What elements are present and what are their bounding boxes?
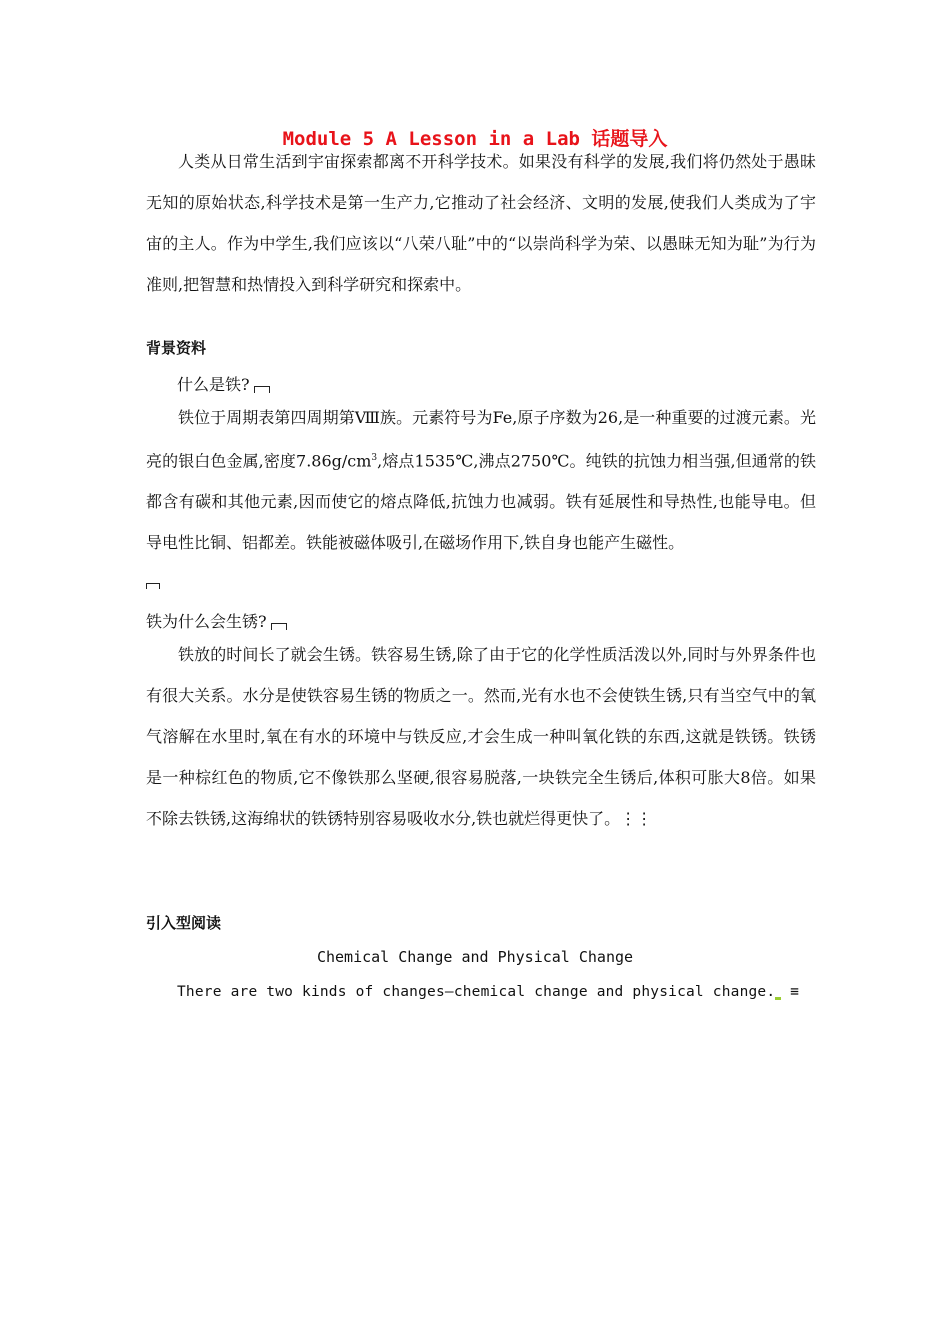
iron-description-part1: 铁位于周期表第四周期第Ⅷ族。元素符号为Fe,原子序数为26,是一种重要的过渡元素。光亮的银白色金属,密度7.86g/cm <box>146 408 816 471</box>
question-why-rust <box>146 609 287 632</box>
background-heading: 背景资料 <box>146 339 207 357</box>
rust-explanation-paragraph <box>146 634 816 839</box>
page-title: Module 5 A Lesson in a Lab 话题导入 <box>282 128 668 150</box>
reading-first-line <box>177 984 799 1000</box>
intro-text: 人类从日常生活到宇宙探索都离不开科学技术。如果没有科学的发展,我们将仍然处于愚昧无知的原始状态,科学技术是第一生产力,它推动了社会经济、文明的发展,使我们人类成为了宇宙的主人。作为中学生,我们应该以“八荣八耻”中的“以崇尚科学为荣、以愚昧无知为耻”为行为准则,把智慧和热情投入到科学研究和探索中。 <box>146 152 816 294</box>
annotation-mark-icon <box>775 997 781 1000</box>
question-1-text: 什么是铁? <box>177 375 250 394</box>
reading-first-line-text: There are two kinds of changes—chemical change and physical change. <box>177 984 776 1000</box>
bracket-mark-icon <box>146 583 160 589</box>
iron-description-part2: ,熔点1535℃,沸点2750℃。纯铁的抗蚀力相当强,但通常的铁都含有碳和其他元素,因而使它的熔点降低,抗蚀力也减弱。铁有延展性和导热性,也能导电。但导电性比铜、铝都差。铁能被磁体吸引,在磁场作用下,铁自身也能产生磁性。 <box>146 451 816 553</box>
question-what-is-iron <box>177 372 270 395</box>
rust-explanation-text: 铁放的时间长了就会生锈。铁容易生锈,除了由于它的化学性质活泼以外,同时与外界条件也有很大关系。水分是使铁容易生锈的物质之一。然而,光有水也不会使铁生锈,只有当空气中的氧气溶解在水里时,氧在有水的环境中与铁反应,才会生成一种叫氧化铁的东西,这就是铁锈。铁锈是一种棕红色的物质,它不像铁那么坚硬,很容易脱落,一块铁完全生锈后,体积可胀大8倍。如果不除去铁锈,这海绵状的铁锈特别容易吸收水分,铁也就烂得更快了。⋮⋮ <box>146 645 816 828</box>
reading-title: Chemical Change and Physical Change <box>316 948 634 966</box>
iron-description-text <box>146 397 816 563</box>
bracket-mark-icon <box>254 386 270 393</box>
reading-heading: 引入型阅读 <box>146 914 222 932</box>
cube-superscript: 3 <box>371 453 378 463</box>
iron-description-paragraph <box>146 397 816 563</box>
intro-paragraph <box>146 141 816 305</box>
bracket-mark-icon <box>271 623 287 630</box>
question-2-text: 铁为什么会生锈? <box>146 612 267 631</box>
equals-mark-icon: ≡ <box>790 984 800 1000</box>
